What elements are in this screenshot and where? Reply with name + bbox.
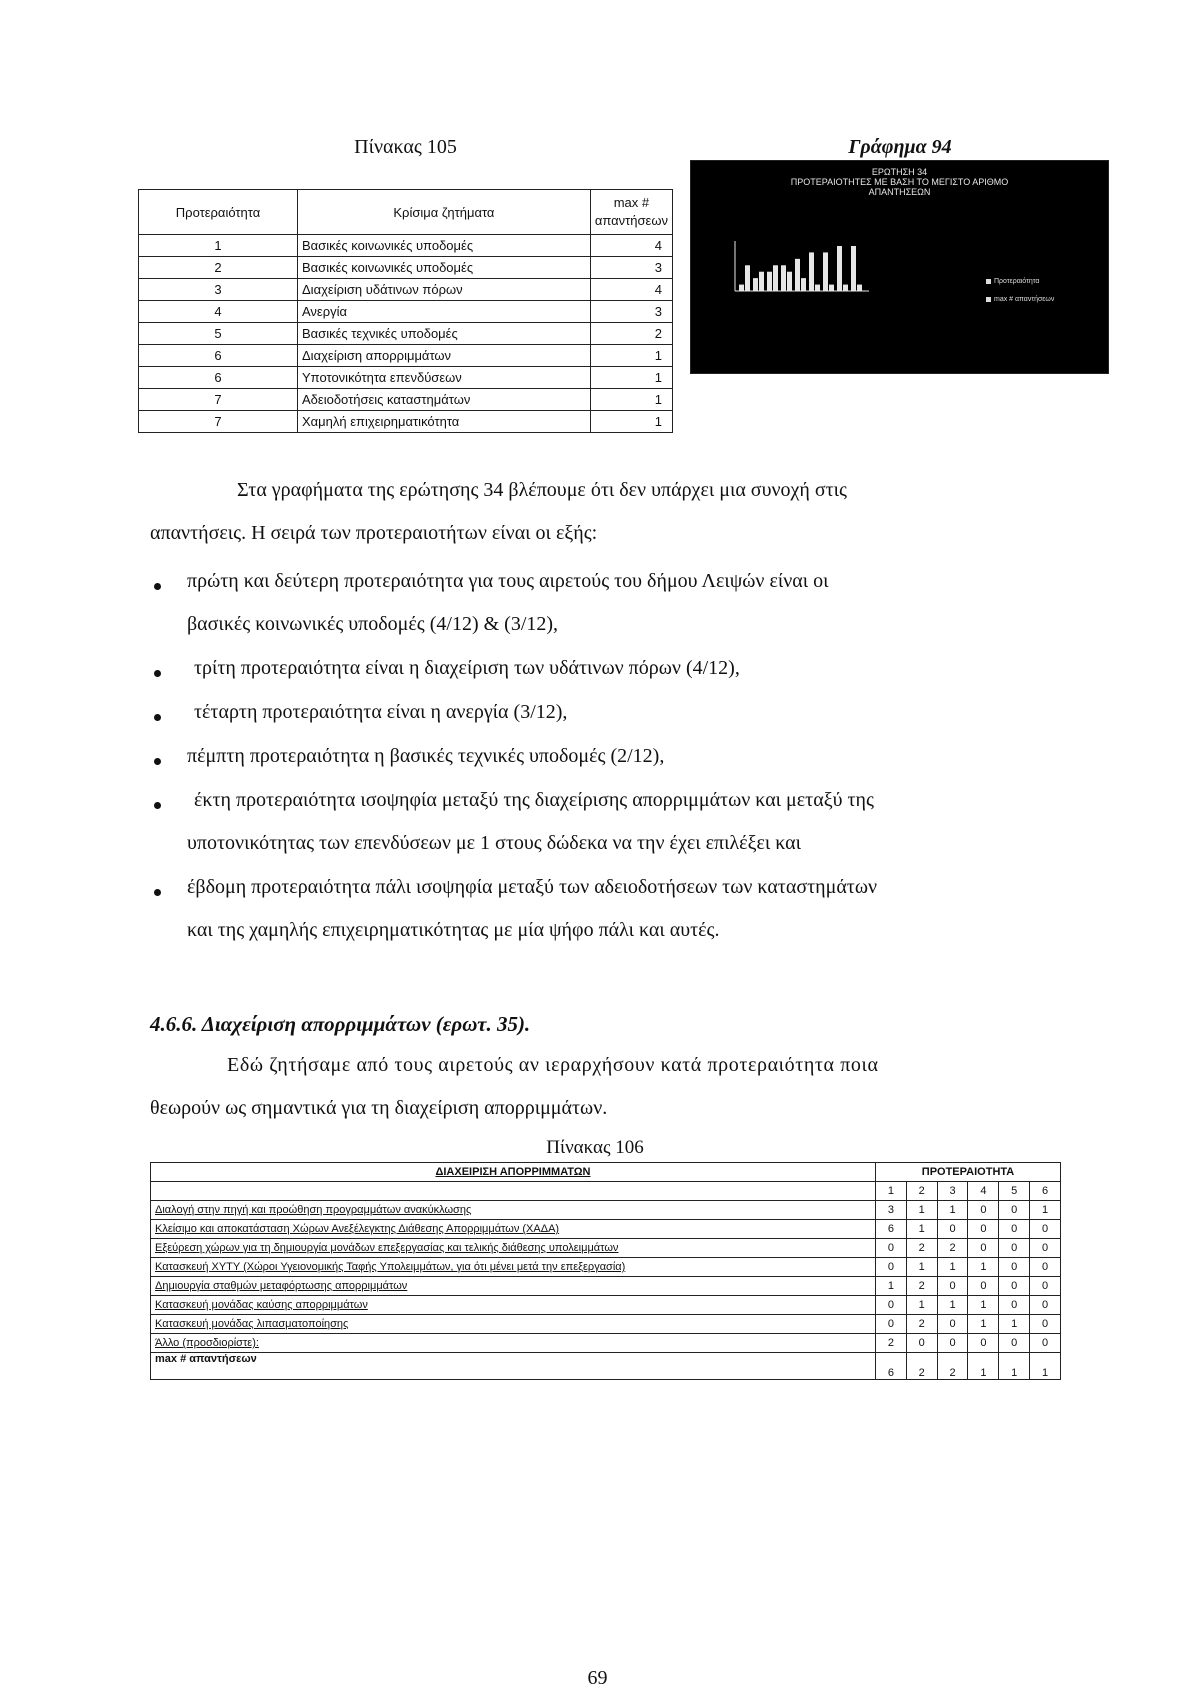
priority-columns-row — [151, 1182, 1061, 1201]
bar-priority-3 — [767, 272, 772, 291]
table-row — [151, 1334, 1061, 1353]
value-cell: 0 — [876, 1239, 907, 1258]
bar-max-6 — [815, 285, 820, 291]
bullet-dot — [154, 714, 161, 721]
max-cell: 3 — [590, 257, 672, 279]
value-cell: 1 — [937, 1258, 968, 1277]
bullet-text: πρώτη και δεύτερη προτεραιότητα για τους αιρετούς του δήμου Λειψών είναι οι — [187, 570, 829, 592]
max-cell: 1 — [590, 389, 672, 411]
priority-table — [138, 189, 673, 433]
table-row — [151, 1277, 1061, 1296]
chart-caption: Γράφημα 94 — [848, 136, 952, 158]
value-cell: 3 — [876, 1201, 907, 1220]
bar-max-2 — [759, 272, 764, 291]
value-cell: 1 — [906, 1258, 937, 1277]
priority-cell: 6 — [139, 367, 298, 389]
bullet-text: υποτονικότητας των επενδύσεων με 1 στους δώδεκα να την έχει επιλέξει και — [187, 832, 802, 854]
page-number: 69 — [587, 1667, 608, 1689]
table105-caption: Πίνακας 105 — [354, 136, 457, 158]
table-row — [151, 1315, 1061, 1334]
table-row — [139, 367, 673, 389]
value-cell: 0 — [1030, 1258, 1061, 1277]
value-cell: 1 — [937, 1201, 968, 1220]
bar-priority-8 — [837, 246, 842, 291]
bullet-text: τέταρτη προτεραιότητα είναι η ανεργία (3/12), — [194, 701, 568, 723]
value-cell: 1 — [968, 1258, 999, 1277]
value-cell: 1 — [906, 1220, 937, 1239]
value-cell: 0 — [968, 1220, 999, 1239]
value-cell: 6 — [876, 1220, 907, 1239]
table-row — [139, 301, 673, 323]
priority-col-header: 6 — [1030, 1182, 1061, 1201]
table-row — [151, 1239, 1061, 1258]
value-cell: 0 — [1030, 1220, 1061, 1239]
bullet-text: και της χαμηλής επιχειρηματικότητας με μία ψήφο πάλι και αυτές. — [187, 919, 720, 941]
row-label: Άλλο (προσδιορίστε): — [151, 1334, 876, 1353]
issue-cell: Βασικές κοινωνικές υποδομές — [298, 235, 591, 257]
bar-max-9 — [857, 285, 862, 291]
max-cell: 4 — [590, 235, 672, 257]
value-cell: 0 — [1030, 1315, 1061, 1334]
value-cell: 1 — [1030, 1201, 1061, 1220]
value-cell: 0 — [999, 1296, 1030, 1315]
priority-col-header: 5 — [999, 1182, 1030, 1201]
value-cell: 0 — [876, 1315, 907, 1334]
priority-cell: 7 — [139, 411, 298, 433]
value-cell: 0 — [999, 1201, 1030, 1220]
priority-col-header: 1 — [876, 1182, 907, 1201]
issue-cell: Αδειοδοτήσεις καταστημάτων — [298, 389, 591, 411]
header-issues: Κρίσιμα ζητήματα — [298, 190, 591, 235]
bullet-dot — [154, 758, 161, 765]
table-row — [151, 1201, 1061, 1220]
issue-cell: Διαχείριση υδάτινων πόρων — [298, 279, 591, 301]
table-row — [139, 257, 673, 279]
bar-max-1 — [745, 265, 750, 291]
legend-swatch — [986, 279, 991, 284]
row-label: Εξεύρεση χώρων για τη δημιουργία μονάδων επεξεργασίας και τελικής διάθεσης υπολειμμάτων — [151, 1239, 876, 1258]
value-cell: 1 — [999, 1315, 1030, 1334]
value-cell: 0 — [937, 1277, 968, 1296]
value-cell: 2 — [876, 1334, 907, 1353]
value-cell: 0 — [906, 1334, 937, 1353]
value-cell: 0 — [1030, 1296, 1061, 1315]
value-cell: 1 — [968, 1296, 999, 1315]
value-cell: 0 — [968, 1277, 999, 1296]
bullet-text: βασικές κοινωνικές υποδομές (4/12) & (3/12), — [187, 613, 559, 635]
row-label: Κατασκευή ΧΥΤΥ (Χώροι Υγειονομικής Ταφής Υπολειμμάτων, για ότι μένει μετά την επεξεργασία) — [151, 1258, 876, 1277]
bar-priority-9 — [851, 246, 856, 291]
section-heading: 4.6.6. Διαχείριση απορριμμάτων (ερωτ. 35). — [150, 1012, 531, 1036]
bullet-dot — [154, 670, 161, 677]
table-row — [139, 389, 673, 411]
value-cell: 0 — [1030, 1334, 1061, 1353]
value-cell: 0 — [999, 1258, 1030, 1277]
max-cell: 3 — [590, 301, 672, 323]
legend-label: Προτεραιότητα — [994, 278, 1040, 285]
value-cell: 0 — [999, 1239, 1030, 1258]
value-cell: 1 — [876, 1277, 907, 1296]
chart-title-line: ΑΠΑΝΤΗΣΕΩΝ — [868, 187, 931, 197]
table-row — [139, 345, 673, 367]
row-label: Κλείσιμο και αποκατάσταση Χώρων Ανεξέλεγκτης Διάθεσης Απορριμμάτων (ΧΑΔΑ) — [151, 1220, 876, 1239]
max-value-cell: 1 — [1030, 1353, 1061, 1380]
bar-priority-5 — [795, 259, 800, 291]
bar-priority-6 — [809, 252, 814, 291]
bar-max-7 — [829, 285, 834, 291]
max-cell: 1 — [590, 367, 672, 389]
bar-priority-1 — [739, 285, 744, 291]
max-value-cell: 2 — [937, 1353, 968, 1380]
priority-col-header: 4 — [968, 1182, 999, 1201]
bullet-text: έκτη προτεραιότητα ισοψηφία μεταξύ της διαχείρισης απορριμμάτων και μεταξύ της — [194, 789, 874, 811]
value-cell: 0 — [876, 1258, 907, 1277]
priority-cell: 1 — [139, 235, 298, 257]
priority-cell: 2 — [139, 257, 298, 279]
bullet-dot — [154, 889, 161, 896]
value-cell: 0 — [937, 1334, 968, 1353]
bullet-dot — [154, 802, 161, 809]
row-label: Κατασκευή μονάδας καύσης απορριμμάτων — [151, 1296, 876, 1315]
header-waste: ΔΙΑΧΕΙΡΙΣΗ ΑΠΟΡΡΙΜΜΑΤΩΝ — [151, 1163, 876, 1182]
bar-max-8 — [843, 285, 848, 291]
max-value-cell: 1 — [968, 1353, 999, 1380]
max-value-cell: 2 — [906, 1353, 937, 1380]
value-cell: 0 — [937, 1315, 968, 1334]
waste-table — [150, 1162, 1061, 1380]
header-max — [590, 190, 672, 235]
value-cell: 0 — [1030, 1239, 1061, 1258]
table-row — [139, 279, 673, 301]
issue-cell: Χαμηλή επιχειρηματικότητα — [298, 411, 591, 433]
value-cell: 0 — [968, 1239, 999, 1258]
issue-cell: Διαχείριση απορριμμάτων — [298, 345, 591, 367]
priority-col-header: 2 — [906, 1182, 937, 1201]
priority-cell: 4 — [139, 301, 298, 323]
table-header-row — [139, 190, 673, 235]
header-priority: ΠΡΟΤΕΡΑΙΟΤΗΤΑ — [876, 1163, 1061, 1182]
value-cell: 0 — [968, 1201, 999, 1220]
paragraph-line: θεωρούν ως σημαντικά για τη διαχείριση απορριμμάτων. — [150, 1097, 608, 1119]
table-row — [151, 1258, 1061, 1277]
legend-item — [986, 291, 1054, 309]
paragraph-line: Εδώ ζητήσαμε από τους αιρετούς αν ιεραρχήσουν κατά προτεραιότητα ποια — [227, 1054, 879, 1076]
table-row — [139, 323, 673, 345]
row-label: Δημιουργία σταθμών μεταφόρτωσης απορριμμάτων — [151, 1277, 876, 1296]
chart-title-line: ΕΡΩΤΗΣΗ 34 — [871, 167, 928, 177]
issue-cell: Ανεργία — [298, 301, 591, 323]
bullet-dot — [154, 583, 161, 590]
max-cell: 2 — [590, 323, 672, 345]
priority-cell: 7 — [139, 389, 298, 411]
legend-swatch — [986, 297, 991, 302]
legend-item — [986, 273, 1054, 291]
value-cell: 0 — [937, 1220, 968, 1239]
bullet-text: τρίτη προτεραιότητα είναι η διαχείριση των υδάτινων πόρων (4/12), — [194, 657, 740, 679]
chart-legend — [986, 273, 1054, 309]
priority-cell: 6 — [139, 345, 298, 367]
table-row — [151, 1220, 1061, 1239]
value-cell: 0 — [999, 1277, 1030, 1296]
value-cell: 1 — [906, 1296, 937, 1315]
max-cell: 4 — [590, 279, 672, 301]
chart-plot — [691, 161, 1108, 373]
value-cell: 1 — [937, 1296, 968, 1315]
paragraph-line: Στα γραφήματα της ερώτησης 34 βλέπουμε ότι δεν υπάρχει μια συνοχή στις — [237, 479, 847, 501]
header-max-text: max # απαντήσεων — [594, 195, 668, 228]
priority-cell: 3 — [139, 279, 298, 301]
legend-label: max # απαντήσεων — [994, 296, 1055, 303]
issue-cell: Βασικές τεχνικές υποδομές — [298, 323, 591, 345]
blank-cell — [151, 1182, 876, 1201]
max-cell: 1 — [590, 411, 672, 433]
header-priority: Προτεραιότητα — [139, 190, 298, 235]
table-row — [139, 235, 673, 257]
bar-priority-4 — [781, 265, 786, 291]
max-cell: 1 — [590, 345, 672, 367]
bar-priority-2 — [753, 278, 758, 291]
max-row — [151, 1353, 1061, 1380]
table-row — [139, 411, 673, 433]
bar-max-3 — [773, 265, 778, 291]
value-cell: 0 — [876, 1296, 907, 1315]
table-header-row — [151, 1163, 1061, 1182]
max-label: max # απαντήσεων — [151, 1353, 876, 1380]
value-cell: 0 — [999, 1334, 1030, 1353]
paragraph-line: απαντήσεις. Η σειρά των προτεραιοτήτων είναι οι εξής: — [150, 522, 598, 544]
table106-caption: Πίνακας 106 — [546, 1137, 644, 1158]
table-row — [151, 1296, 1061, 1315]
value-cell: 0 — [1030, 1277, 1061, 1296]
max-value-cell: 6 — [876, 1353, 907, 1380]
value-cell: 1 — [906, 1201, 937, 1220]
value-cell: 2 — [937, 1239, 968, 1258]
issue-cell: Βασικές κοινωνικές υποδομές — [298, 257, 591, 279]
value-cell: 0 — [968, 1334, 999, 1353]
bar-max-4 — [787, 272, 792, 291]
issue-cell: Υποτονικότητα επενδύσεων — [298, 367, 591, 389]
value-cell: 2 — [906, 1239, 937, 1258]
bullet-text: πέμπτη προτεραιότητα η βασικές τεχνικές υποδομές (2/12), — [187, 745, 665, 767]
bar-chart — [690, 160, 1109, 374]
max-value-cell: 1 — [999, 1353, 1030, 1380]
value-cell: 0 — [999, 1220, 1030, 1239]
bar-priority-7 — [823, 252, 828, 291]
row-label: Διαλογή στην πηγή και προώθηση προγραμμάτων ανακύκλωσης — [151, 1201, 876, 1220]
row-label: Κατασκευή μονάδας λιπασματοποίησης — [151, 1315, 876, 1334]
priority-cell: 5 — [139, 323, 298, 345]
priority-col-header: 3 — [937, 1182, 968, 1201]
value-cell: 2 — [906, 1315, 937, 1334]
chart-title-line: ΠΡΟΤΕΡΑΙΟΤΗΤΕΣ ΜΕ ΒΑΣΗ ΤΟ ΜΕΓΙΣΤΟ ΑΡΙΘΜΟ — [790, 177, 1009, 187]
bullet-text: έβδομη προτεραιότητα πάλι ισοψηφία μεταξύ των αδειοδοτήσεων των καταστημάτων — [187, 876, 878, 898]
value-cell: 1 — [968, 1315, 999, 1334]
value-cell: 2 — [906, 1277, 937, 1296]
bar-max-5 — [801, 278, 806, 291]
